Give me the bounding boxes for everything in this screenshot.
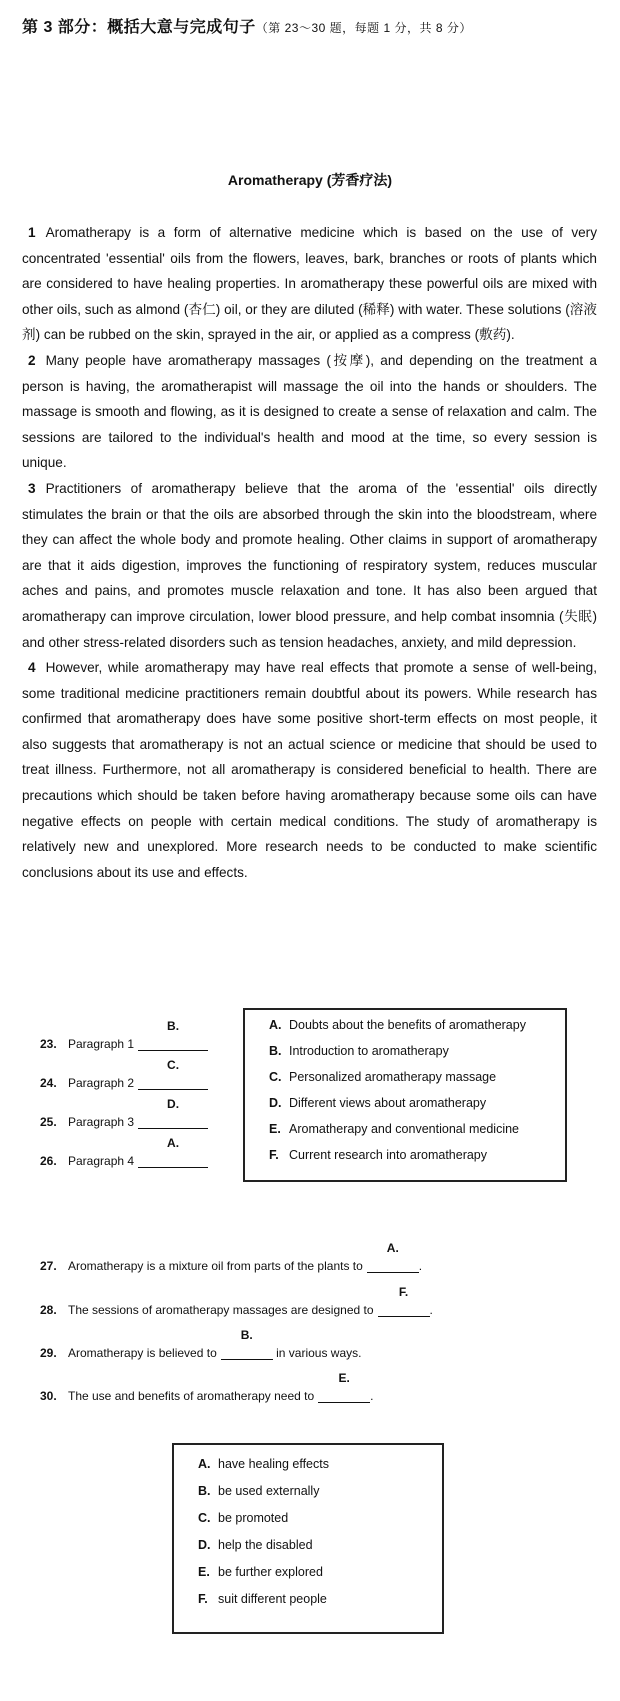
option-c: C. Personalized aromatherapy massage xyxy=(269,1070,497,1084)
question-number: 25. xyxy=(40,1115,57,1129)
question-23 xyxy=(40,1019,208,1051)
option-a: A. have healing effects xyxy=(198,1457,329,1471)
option-c: C. be promoted xyxy=(198,1511,289,1525)
question-number: 27. xyxy=(40,1259,57,1273)
answer-blank[interactable] xyxy=(367,1241,419,1273)
question-29 xyxy=(40,1328,362,1360)
question-number: 26. xyxy=(40,1154,57,1168)
paragraph-2 xyxy=(22,348,597,476)
question-number: 23. xyxy=(40,1037,57,1051)
answer-blank[interactable] xyxy=(138,1097,208,1129)
handwritten-answer: A. xyxy=(386,1241,399,1255)
question-number: 28. xyxy=(40,1303,57,1317)
passage xyxy=(22,220,597,885)
matching-options-box xyxy=(243,1008,567,1182)
passage-title: Aromatherapy (芳香疗法) xyxy=(227,172,393,188)
question-text-after: . xyxy=(429,1303,433,1317)
option-f: F. Current research into aromatherapy xyxy=(269,1148,488,1162)
paragraph-text: Aromatherapy is a form of alternative medicine which is based on the use of very concentrated 'essential' oils from the flowers, leaves, bark, branches or roots of plants which are considered to have healing properties. In aromatherapy these powerful oils are mixed with other oils, such as almond (杏仁) oil, or they are diluted (稀释) with water. These solutions (溶液剂) can be rubbed on the skin, sprayed in the air, or applied as a compress (敷药). xyxy=(22,225,597,343)
question-number: 24. xyxy=(40,1076,57,1090)
option-b: B. be used externally xyxy=(198,1484,320,1498)
option-d: D. help the disabled xyxy=(198,1538,313,1552)
paragraph-text: However, while aromatherapy may have real effects that promote a sense of well-being, some traditional medicine practitioners remain doubtful about its powers. While research has confirmed that aromatherapy does have some positive short-term effects on most people, it also suggests that aromatherapy is not an actual science or medicine that should be used to treat illness. Furthermore, not all aromatherapy is considered beneficial to health. There are precautions which should be taken before having aromatherapy because some oils can have negative effects on people with certain medical conditions. The study of aromatherapy is relatively new and unexplored. More research needs to be conducted to make scientific conclusions about its use and effects. xyxy=(22,660,597,880)
question-25 xyxy=(40,1097,208,1129)
paragraph-number: 4 xyxy=(28,660,36,676)
answer-blank[interactable] xyxy=(138,1019,208,1051)
handwritten-answer: B. xyxy=(240,1328,253,1342)
question-label: Paragraph 2 xyxy=(68,1076,135,1090)
handwritten-answer: B. xyxy=(167,1019,180,1033)
answer-blank[interactable] xyxy=(138,1058,208,1090)
section-title: 第 3 部分：概括大意与完成句子 xyxy=(22,19,256,36)
completion-options-box xyxy=(172,1443,444,1634)
question-text: Aromatherapy is believed to xyxy=(68,1346,217,1360)
option-b: B. Introduction to aromatherapy xyxy=(269,1044,449,1058)
section-header xyxy=(22,14,472,37)
paragraph-number: 1 xyxy=(28,225,36,240)
question-text: The sessions of aromatherapy massages are designed to xyxy=(68,1303,374,1317)
question-text: The use and benefits of aromatherapy need to xyxy=(68,1389,315,1403)
paragraph-text: Many people have aromatherapy massages (按摩), and depending on the treatment a person is having, the aromatherapist will massage the oil into the hands or shoulders. The massage is smooth and flowing, as it is designed to create a sense of relaxation and calm. The sessions are tailored to the individual's health and mood at the time, so every session is unique. xyxy=(22,352,597,471)
question-label: Paragraph 3 xyxy=(68,1115,135,1129)
handwritten-answer: F. xyxy=(398,1285,409,1299)
handwritten-answer: A. xyxy=(167,1136,180,1150)
paragraph-4 xyxy=(22,655,597,885)
question-number: 29. xyxy=(40,1346,57,1360)
answer-blank[interactable] xyxy=(221,1328,273,1360)
question-text-after: . xyxy=(418,1259,423,1273)
question-text-after: in various ways. xyxy=(276,1346,362,1360)
question-text: Aromatherapy is a mixture oil from parts of the plants to xyxy=(68,1259,363,1273)
question-number: 30. xyxy=(40,1389,57,1403)
question-label: Paragraph 4 xyxy=(68,1154,135,1168)
question-27 xyxy=(40,1241,423,1273)
option-e: E. Aromatherapy and conventional medicine xyxy=(269,1122,519,1136)
question-24 xyxy=(40,1058,208,1090)
option-f: F. suit different people xyxy=(198,1592,327,1606)
answer-blank[interactable] xyxy=(138,1136,208,1168)
option-a: A. Doubts about the benefits of aromatherapy xyxy=(269,1018,526,1032)
paragraph-text: Practitioners of aromatherapy believe that the aroma of the 'essential' oils directly stimulates the brain or that the oils are absorbed through the skin into the bloodstream, where they can affect the whole body and promote healing. Other claims in support of aromatherapy are that it aids digestion, improves the functioning of respiratory system, reduces muscular aches and pains, and promotes muscle relaxation and tone. It has also been argued that aromatherapy can improve circulation, lower blood pressure, and help combat insomnia (失眠) and other stress-related disorders such as tension headaches, anxiety, and mild depression. xyxy=(22,480,597,650)
paragraph-number: 2 xyxy=(28,352,36,368)
question-text-after: . xyxy=(370,1389,374,1403)
paragraph-1 xyxy=(22,220,597,348)
handwritten-answer: D. xyxy=(167,1097,180,1111)
paragraph-3 xyxy=(22,476,597,655)
handwritten-answer: C. xyxy=(167,1058,180,1072)
paragraph-number: 3 xyxy=(28,480,36,496)
question-30 xyxy=(40,1371,374,1403)
answer-blank[interactable] xyxy=(378,1285,430,1317)
question-28 xyxy=(40,1285,433,1317)
handwritten-answer: E. xyxy=(338,1371,350,1385)
option-d: D. Different views about aromatherapy xyxy=(269,1096,487,1110)
question-26 xyxy=(40,1136,208,1168)
answer-blank[interactable] xyxy=(318,1371,370,1403)
section-note: （第 23～30 题，每题 1 分，共 8 分） xyxy=(255,21,472,35)
question-label: Paragraph 1 xyxy=(68,1037,135,1051)
option-e: E. be further explored xyxy=(198,1565,323,1579)
